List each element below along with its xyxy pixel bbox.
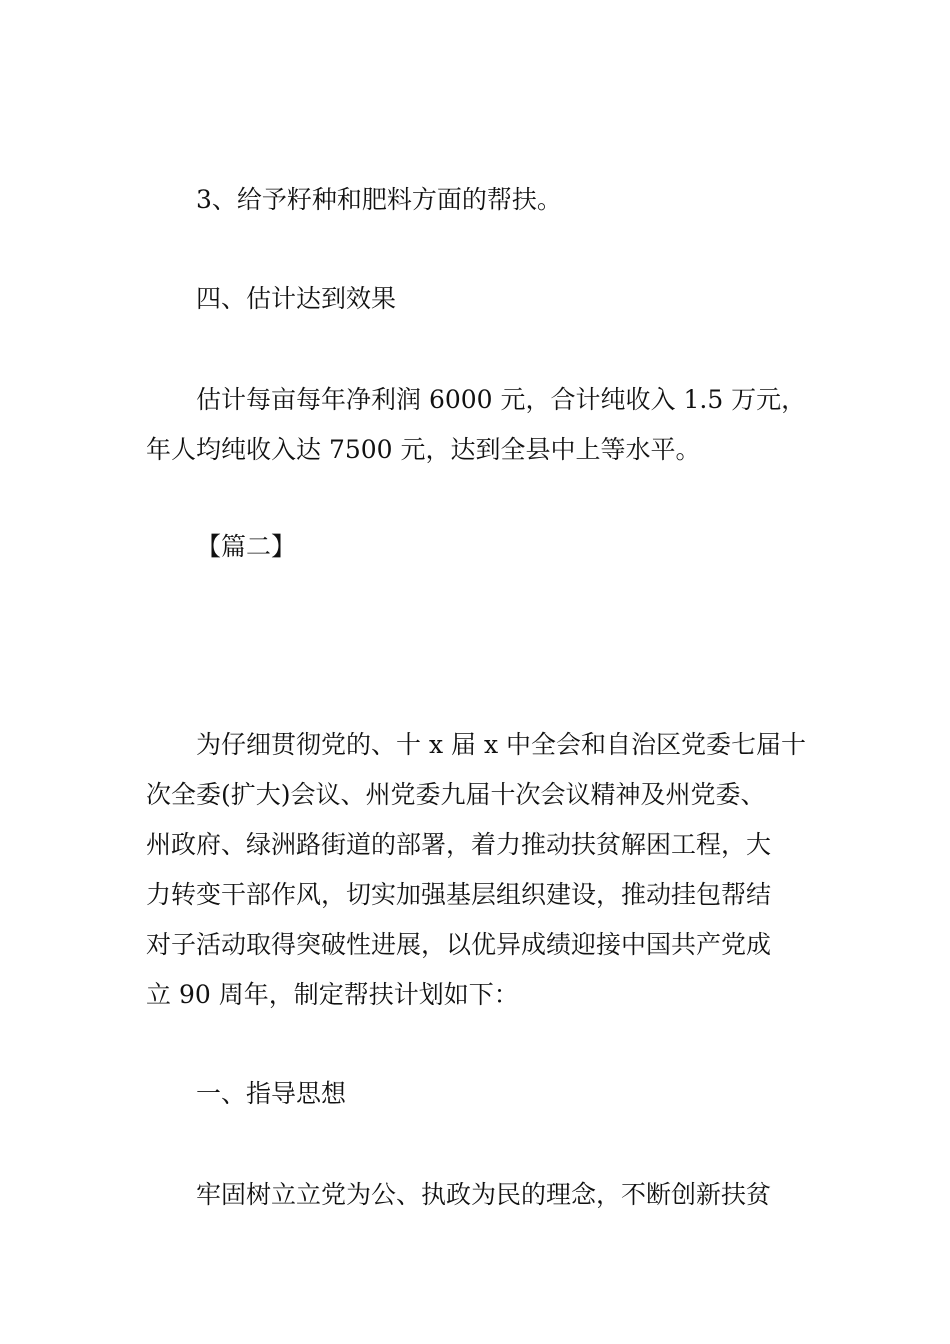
paragraph-expected-income: [146, 375, 806, 475]
paragraph-guiding-ideology: [146, 1170, 806, 1220]
text-line: 立 90 周年，制定帮扶计划如下：: [146, 980, 519, 1009]
paragraph-seed-fertilizer: [146, 175, 806, 225]
heading-expected-results: [146, 274, 806, 324]
text-line: 对子活动取得突破性进展，以优异成绩迎接中国共产党成: [146, 930, 772, 959]
paragraph-introduction: [146, 720, 806, 1020]
text-line: 牢固树立立党为公、执政为民的理念，不断创新扶贫: [196, 1180, 772, 1209]
text-line: 次全委(扩大)会议、州党委九届十次会议精神及州党委、: [146, 780, 766, 809]
text-line: 【篇二】: [196, 532, 297, 561]
text-line: 年人均纯收入达 7500 元，达到全县中上等水平。: [146, 435, 701, 464]
text-line: 州政府、绿洲路街道的部署，着力推动扶贫解困工程，大: [146, 830, 772, 859]
section-title-part-two: [146, 522, 806, 572]
text-line: 估计每亩每年净利润 6000 元，合计纯收入 1.5 万元，: [196, 385, 807, 414]
text-line: 力转变干部作风，切实加强基层组织建设，推动挂包帮结: [146, 880, 772, 909]
text-line: 为仔细贯彻党的、十 x 届 x 中全会和自治区党委七届十: [196, 730, 806, 759]
text-line: 3、给予籽种和肥料方面的帮扶。: [196, 185, 562, 214]
text-line: 一、指导思想: [196, 1079, 347, 1108]
text-line: 四、估计达到效果: [196, 284, 397, 313]
heading-guiding-ideology: [146, 1069, 806, 1119]
